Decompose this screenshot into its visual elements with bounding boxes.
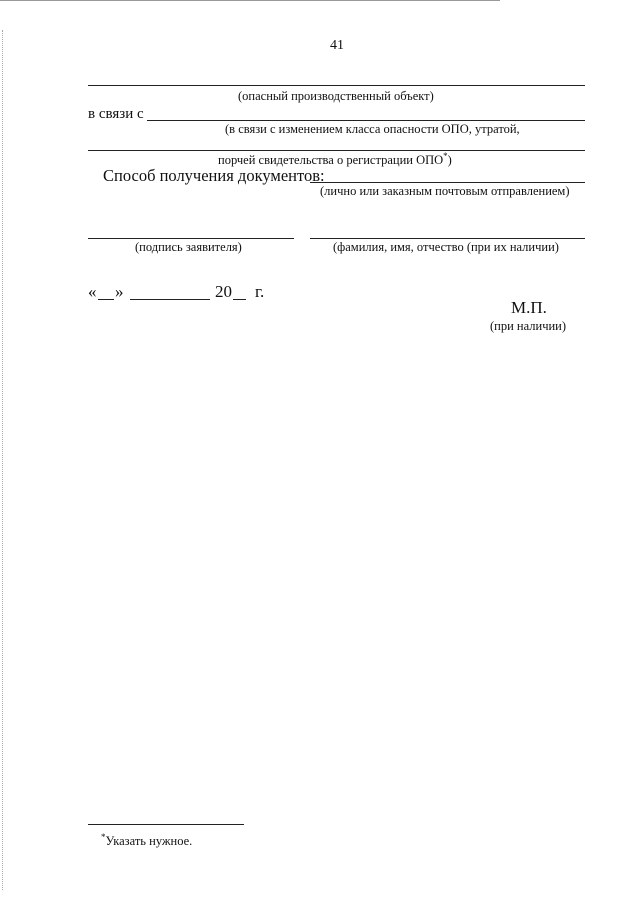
reason-caption-line1: (в связи с изменением класса опасности ОПО, утратой, bbox=[225, 122, 520, 136]
footnote-separator bbox=[88, 824, 244, 825]
date-year-suffix: г. bbox=[255, 282, 265, 301]
signature-line bbox=[88, 238, 294, 239]
full-name-caption: (фамилия, имя, отчество (при их наличии) bbox=[333, 240, 559, 254]
footnote-ref: * bbox=[443, 151, 448, 161]
reason-label: в связи с bbox=[88, 106, 144, 122]
stamp-note: (при наличии) bbox=[490, 319, 567, 333]
date-open-quote: « bbox=[88, 282, 97, 301]
full-name-line bbox=[310, 238, 585, 239]
hazard-object-line bbox=[88, 85, 585, 86]
hazard-object-caption: (опасный производственный объект) bbox=[238, 89, 434, 103]
stamp-label: М.П. bbox=[511, 298, 547, 317]
document-method-label: Способ получения документов: bbox=[103, 166, 325, 185]
date-month-line bbox=[130, 299, 210, 300]
footnote bbox=[101, 832, 192, 849]
footnote-marker: * bbox=[101, 832, 106, 842]
page-number: 41 bbox=[330, 38, 344, 53]
reason-caption-line2-text: порчей свидетельства о регистрации ОПО bbox=[218, 153, 444, 168]
reason-caption-line2-end: ) bbox=[447, 153, 452, 168]
reason-line bbox=[147, 120, 585, 121]
document-method-line bbox=[310, 182, 585, 183]
date-row bbox=[88, 282, 288, 304]
date-close-quote: » bbox=[115, 282, 124, 301]
date-year-line bbox=[233, 299, 246, 300]
date-day-line bbox=[98, 299, 114, 300]
page-left-edge bbox=[2, 30, 3, 890]
signature-caption: (подпись заявителя) bbox=[135, 240, 242, 254]
footnote-text: Указать нужное. bbox=[105, 834, 193, 849]
page-top-edge bbox=[0, 0, 500, 1]
document-method-caption: (лично или заказным почтовым отправлением) bbox=[320, 184, 570, 198]
date-year-prefix: 20 bbox=[215, 282, 232, 301]
